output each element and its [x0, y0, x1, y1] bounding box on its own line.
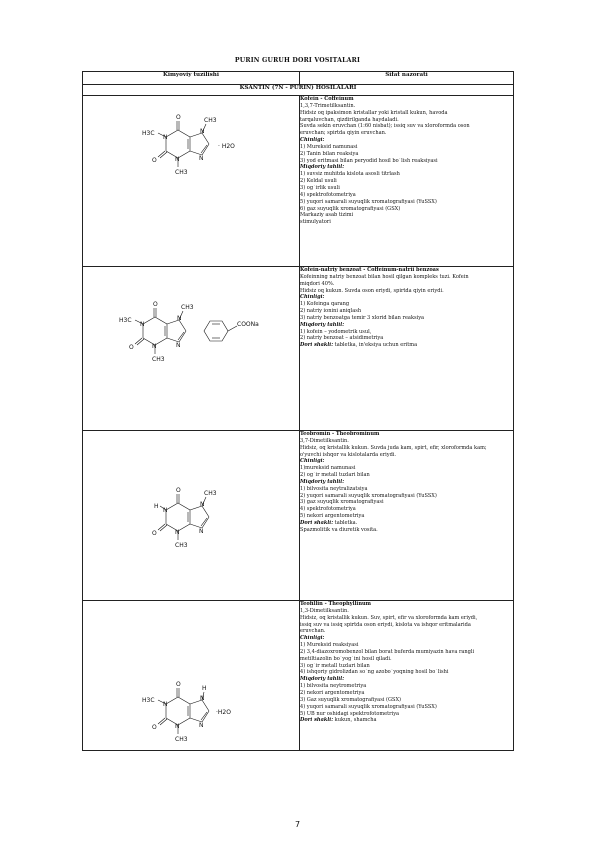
hydrogen-label: H	[154, 503, 159, 510]
nitrogen-label: N	[199, 155, 204, 162]
header-structure: Kimyoviy tuzilishi	[83, 72, 300, 85]
quality-cell-caffeine-benzoate	[300, 267, 514, 431]
nitrogen-label: N	[199, 528, 204, 535]
main-table	[82, 71, 514, 751]
nitrogen-label: N	[140, 321, 145, 328]
oxygen-label: O	[176, 114, 181, 121]
text-line: 2) natriy benzoat – atsidimetriya	[300, 335, 384, 342]
entry-lines	[300, 608, 513, 724]
nitrogen-label: N	[200, 501, 205, 508]
entry-lines	[300, 274, 513, 349]
text-line: 4) spektrofotometriya	[300, 191, 356, 198]
text-line: 3) Gaz suyuqlik xromatografiyasi (GSX)	[300, 696, 402, 703]
methyl-label: CH3	[175, 736, 188, 743]
salt-label: COONa	[237, 321, 259, 328]
subsection-heading: Miqdoriy tahlil:	[300, 321, 345, 328]
subsection-heading: Miqdoriy tahlil:	[300, 164, 345, 171]
dosage-form-label: Dori shakli:	[300, 519, 334, 526]
oxygen-label: O	[176, 681, 181, 688]
text-line: 1,3,7-Trimetilksantin.	[300, 102, 356, 109]
text-line: 2) yuqori samarali suyuqlik xromatografiyasi (YuSSX)	[300, 492, 437, 499]
text-line: 2) nekori argentometriya	[300, 689, 365, 696]
structure-cell-caffeine-benzoate	[83, 267, 300, 431]
text-line: Hidsiz, oq kristallik kukun. Suv, spirt, efir va xloroformda kam eriydi,	[300, 614, 478, 621]
text-line: Markaziy asab tizimi	[300, 212, 354, 219]
page-number: 7	[294, 820, 301, 829]
text-line: 5) nekori argentometriya	[300, 513, 365, 520]
nitrogen-label: N	[200, 695, 205, 702]
nitrogen-label: N	[175, 529, 180, 536]
structure-cell-theobromine	[83, 431, 300, 601]
text-line: 1) bilvosita neytrometriya	[300, 683, 367, 690]
methyl-label: CH3	[181, 304, 194, 311]
text-line: 2) 3,4-diazoxromobenzol bilan borat buferda mumiyazin hava rangli	[300, 648, 475, 655]
text-line: 3) yod eritmasi bilan peryodid hosil bo`lish reaksiyasi	[300, 157, 438, 164]
section-title: KSANTIN (7N - PURIN) HOSILALARI	[83, 85, 514, 96]
dosage-form-value: kukun, shamcha	[333, 717, 377, 724]
oxygen-label: O	[152, 157, 157, 164]
text-line: eruvchan; spirtda qiyin eruvchan.	[300, 130, 387, 137]
dosage-form-line	[300, 520, 513, 527]
text-line: 1) Mureksid reaksiyasi	[300, 642, 359, 649]
subsection-heading: Chinligi:	[300, 635, 325, 642]
dosage-form-value: tabletka.	[333, 519, 358, 526]
nitrogen-label: N	[175, 723, 180, 730]
text-line: 3) natriy benzoatga temir 3 xlorid bilan reaksiya	[300, 314, 425, 321]
subsection-heading: Miqdoriy tahlil:	[300, 676, 345, 683]
entry-title: Kofein - Coffeinum	[300, 96, 354, 102]
nitrogen-label: N	[163, 701, 168, 708]
subsection-heading: Chinligi:	[300, 294, 325, 301]
water-label: ·H2O	[216, 709, 231, 716]
nitrogen-label: N	[177, 315, 182, 322]
text-line: 2) natriy ionini aniqlash	[300, 308, 362, 315]
quality-cell-caffeine	[300, 96, 514, 267]
nitrogen-label: N	[176, 342, 181, 349]
text-line: 4) spektrofotometriya	[300, 506, 356, 513]
text-line: issiq suv va issiq spirtda oson eriydi, kislota va ishqor eritmalarida	[300, 621, 471, 628]
subsection-heading: Chinligi:	[300, 458, 325, 465]
oxygen-label: O	[152, 530, 157, 537]
text-line: miqdori 40%.	[300, 280, 335, 287]
oxygen-label: O	[176, 487, 181, 494]
table-row	[83, 267, 514, 431]
text-line: tarqaluvchan, qizdirilganda haydaladi.	[300, 116, 399, 123]
quality-cell-theophylline	[300, 601, 514, 751]
oxygen-label: O	[153, 301, 158, 308]
water-label: · H2O	[218, 143, 235, 150]
entry-lines	[300, 103, 513, 226]
text-line: 1,3-Dimetilksantin.	[300, 607, 349, 614]
hydrogen-label: H	[202, 685, 207, 692]
methyl-label: CH3	[204, 117, 217, 124]
oxygen-label: O	[152, 724, 157, 731]
dosage-form-value: tabletka, in'eksiya uchun eritma	[333, 342, 418, 349]
text-line: 3) og`irlik usuli	[300, 184, 340, 191]
dosage-form-line	[300, 342, 513, 349]
caffeine-benzoate-structure	[115, 297, 285, 367]
structure-cell-caffeine	[83, 96, 300, 267]
table-row	[83, 601, 514, 751]
dosage-form-label: Dori shakli:	[300, 342, 334, 349]
text-line: Hidsiz oq ipaksimon kristallar yoki kristall kukun, havoda	[300, 109, 448, 116]
methyl-label: CH3	[175, 542, 188, 549]
section-row	[83, 85, 514, 96]
text-line: 1)mureksid namunasi	[300, 465, 356, 472]
table-row	[83, 96, 514, 267]
page-title: PURIN GURUH DORI VOSITALARI	[234, 57, 361, 64]
text-line: 2) Keldal usuli	[300, 178, 337, 185]
text-line: 4) ishqoriy gidrolizdan so`ng azobo`yoqning hosil bo`lishi	[300, 669, 449, 676]
table-row	[83, 431, 514, 601]
nitrogen-label: N	[200, 128, 205, 135]
nitrogen-label: N	[199, 722, 204, 729]
text-line: Suvda sekin eruvchan (1:60 nisbat); issiq suv va xloroformda oson	[300, 123, 470, 130]
text-line: Hidsiz, oq kristallik kukun. Suvda juda kam, spirt, efir, xloroformda kam;	[300, 444, 487, 451]
methyl-label: H3C	[119, 317, 132, 324]
text-line: 2) og`ir metall tuzlari bilan	[300, 472, 370, 479]
entry-title: Kofein-natriy benzoat - Coffeinum-natrii benzoas	[300, 267, 439, 273]
caffeine-structure	[138, 110, 268, 180]
text-line: metiltiazolin bo`yog`ini hosil qiladi.	[300, 655, 392, 662]
text-line: 1) Mureksid namunasi	[300, 143, 358, 150]
text-line: Kofeinning natriy benzoat bilan hosil qilgan kompleks tuzi. Kofein	[300, 273, 469, 280]
text-line: 3) gaz suyuqlik xromatografiyasi	[300, 499, 384, 506]
text-line: Spazmolitik va diuretik vosita.	[300, 526, 378, 533]
entry-title: Teobromin - Theobrominum	[300, 431, 380, 437]
text-line: 1) suvsiz muhitda kislota asosli titrlash	[300, 171, 400, 178]
text-line: o'yuvchi ishqor va kislotalarda eriydi.	[300, 451, 397, 458]
subsection-heading: Miqdoriy tahlil:	[300, 478, 345, 485]
structure-cell-theophylline	[83, 601, 300, 751]
text-line: 2) Tanin bilan reaksiya	[300, 150, 359, 157]
dosage-form-line	[300, 717, 513, 724]
text-line: 1) Kofeinga qarang	[300, 301, 350, 308]
nitrogen-label: N	[175, 156, 180, 163]
subsection-heading: Chinligi:	[300, 137, 325, 144]
table-header-row	[83, 72, 514, 85]
header-quality: Sifat nazorati	[300, 72, 514, 85]
quality-cell-theobromine	[300, 431, 514, 601]
methyl-label: CH3	[175, 169, 188, 176]
text-line: 1) kofein – yodometrik usul,	[300, 328, 372, 335]
oxygen-label: O	[129, 344, 134, 351]
dosage-form-label: Dori shakli:	[300, 717, 334, 724]
text-line: 3,7-Dimetilksantin.	[300, 437, 349, 444]
text-line: eruvchan.	[300, 628, 326, 635]
entry-title: Teofillin - Theophyllinum	[300, 601, 372, 607]
text-line: 4) yuqori samarali suyuqlik xromatografiyasi (YuSSX)	[300, 703, 437, 710]
text-line: 6) gaz suyuqlik xromatografiyasi (GSX)	[300, 205, 401, 212]
methyl-label: H3C	[142, 697, 155, 704]
text-line: Hidsiz oq kukun. Suvda oson eriydi, spirtda qiyin eriydi.	[300, 287, 444, 294]
text-line: 3) og`ir metall tuzlari bilan	[300, 662, 370, 669]
text-line: 1) bilvosita neytralizatsiya	[300, 485, 368, 492]
nitrogen-label: N	[163, 134, 168, 141]
nitrogen-label: N	[163, 507, 168, 514]
entry-lines	[300, 438, 513, 534]
theophylline-structure	[138, 677, 268, 747]
text-line: 5) yuqori samarali suyuqlik xromatografiyasi (YuSSX)	[300, 198, 437, 205]
text-line: stimulyatori	[300, 219, 331, 226]
nitrogen-label: N	[152, 343, 157, 350]
methyl-label: H3C	[142, 130, 155, 137]
theobromine-structure	[138, 483, 268, 553]
methyl-label: CH3	[204, 490, 217, 497]
methyl-label: CH3	[152, 356, 165, 363]
text-line: 5) UB nur oshidagi spektrofotometriya	[300, 710, 400, 717]
